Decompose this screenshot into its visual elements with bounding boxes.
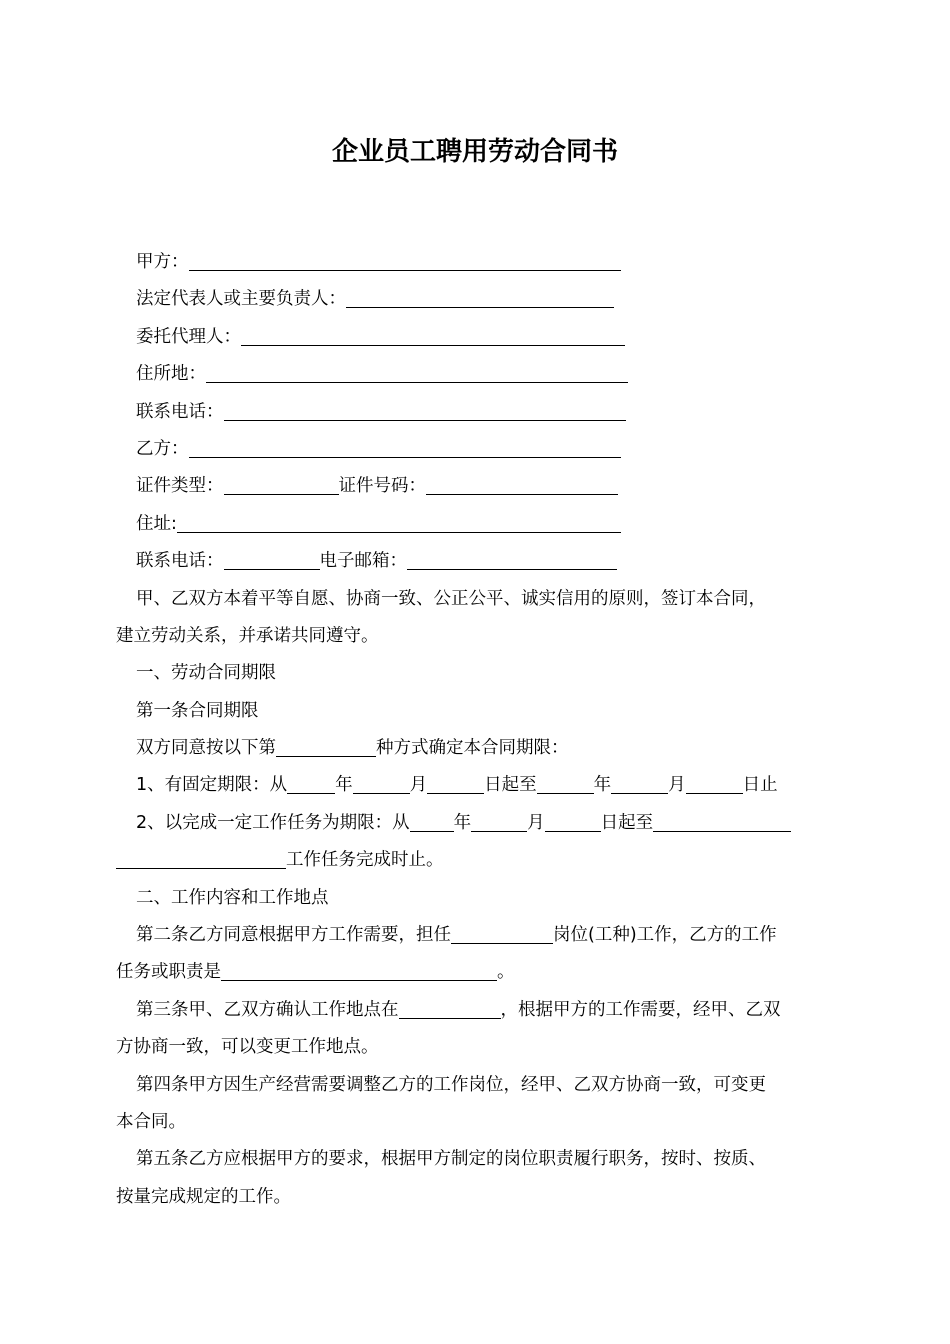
agent-line — [116, 319, 838, 356]
party-b-address-label: 住址: — [136, 513, 177, 534]
article-1-heading: 第一条合同期限 — [136, 700, 259, 721]
option-1-end-day-blank — [686, 771, 743, 794]
option-2-continuation — [116, 842, 838, 879]
option-1-end-year-label: 年 — [593, 775, 612, 796]
option-1-start-year-blank — [287, 771, 335, 794]
party-b-phone-blank — [224, 547, 320, 570]
party-b-address-blank — [177, 510, 621, 533]
option-2-task-blank — [116, 846, 286, 869]
section-2-heading: 二、工作内容和工作地点 — [136, 887, 329, 908]
party-b-contact-line — [116, 543, 838, 580]
article-3-line-1 — [116, 992, 838, 1029]
option-2-start-month-blank — [471, 809, 527, 832]
article-1-intro-text-a: 双方同意按以下第 — [136, 738, 276, 759]
party-a-address-line — [116, 356, 838, 393]
party-a-line — [116, 244, 838, 281]
id-line — [116, 468, 838, 505]
article-2-text-b: 岗位(工种)工作，乙方的工作 — [553, 925, 777, 946]
article-2-text-d: 。 — [497, 962, 515, 983]
legal-rep-line — [116, 281, 838, 318]
id-number-label: 证件号码： — [338, 476, 426, 497]
option-2-start-year-blank — [410, 809, 454, 832]
party-b-line — [116, 431, 838, 468]
option-2-suffix: 工作任务完成时止。 — [286, 850, 444, 871]
option-2-month-label: 月 — [527, 812, 545, 833]
option-1-prefix: 1、有固定期限：从 — [136, 775, 288, 796]
party-a-label: 甲方： — [136, 252, 189, 272]
option-1-day-to-label: 日止 — [742, 775, 778, 796]
article-3-line-2: 方协商一致，可以变更工作地点。 — [116, 1037, 379, 1058]
party-a-phone-blank — [224, 398, 626, 421]
option-1-month-label: 月 — [409, 775, 428, 796]
legal-rep-label: 法定代表人或主要负责人： — [136, 289, 346, 310]
id-type-label: 证件类型： — [136, 476, 224, 497]
option-1-day-from-label: 日起至 — [484, 775, 537, 796]
email-blank — [407, 547, 617, 570]
preamble-line-2: 建立劳动关系，并承诺共同遵守。 — [116, 625, 379, 646]
workplace-blank — [399, 996, 501, 1019]
option-2-day-from-label: 日起至 — [600, 812, 654, 833]
position-blank — [451, 921, 553, 944]
article-3-text-b: ，根据甲方的工作需要，经甲、乙双 — [500, 999, 781, 1020]
party-b-label: 乙方： — [136, 438, 189, 459]
agent-label: 委托代理人： — [136, 326, 241, 347]
party-a-phone-line — [116, 394, 838, 431]
article-1-intro — [116, 730, 838, 767]
party-b-blank — [189, 435, 621, 458]
option-1-line — [116, 767, 838, 804]
option-2-year-label: 年 — [453, 812, 472, 833]
section-1-heading: 一、劳动合同期限 — [136, 663, 276, 684]
option-1-end-year-blank — [537, 771, 594, 794]
party-b-phone-label: 联系电话： — [136, 551, 224, 572]
article-2-text-a: 第二条乙方同意根据甲方工作需要，担任 — [136, 925, 451, 946]
option-2-line — [116, 805, 838, 842]
id-type-blank — [224, 472, 339, 495]
agent-blank — [241, 323, 625, 346]
preamble-line-1: 甲、乙双方本着平等自愿、协商一致、公正公平、诚实信用的原则，签订本合同， — [136, 588, 766, 609]
option-1-start-month-blank — [353, 771, 410, 794]
article-5-line-2: 按量完成规定的工作。 — [116, 1186, 291, 1207]
method-number-blank — [276, 734, 376, 757]
legal-rep-blank — [346, 285, 614, 308]
option-1-end-month-blank — [611, 771, 668, 794]
option-1-start-day-blank — [427, 771, 484, 794]
party-a-address-blank — [206, 360, 628, 383]
document-title: 企业员工聘用劳动合同书 — [331, 137, 618, 167]
id-number-blank — [426, 472, 618, 495]
email-label: 电子邮箱： — [319, 551, 407, 572]
article-2-line-2 — [116, 954, 838, 991]
party-a-address-label: 住所地： — [136, 364, 206, 385]
party-b-address-line — [116, 506, 838, 543]
option-2-end-blank — [653, 809, 791, 832]
article-2-line-1 — [116, 917, 838, 954]
option-1-year-label: 年 — [335, 775, 353, 796]
document-body — [116, 244, 838, 1216]
option-1-end-month-label: 月 — [668, 775, 686, 796]
party-a-blank — [189, 248, 621, 271]
article-3-text-a: 第三条甲、乙双方确认工作地点在 — [136, 999, 399, 1020]
article-1-intro-text-b: 种方式确定本合同期限： — [376, 738, 569, 759]
option-2-start-day-blank — [545, 809, 601, 832]
article-4-line-2: 本合同。 — [116, 1111, 186, 1132]
article-4-line-1: 第四条甲方因生产经营需要调整乙方的工作岗位，经甲、乙双方协商一致，可变更 — [136, 1074, 766, 1095]
article-2-text-c: 任务或职责是 — [116, 962, 221, 983]
option-2-prefix: 2、以完成一定工作任务为期限：从 — [136, 812, 410, 833]
party-a-phone-label: 联系电话： — [136, 401, 224, 422]
duties-blank — [221, 958, 497, 981]
article-5-line-1: 第五条乙方应根据甲方的要求，根据甲方制定的岗位职责履行职务，按时、按质、 — [136, 1149, 766, 1170]
